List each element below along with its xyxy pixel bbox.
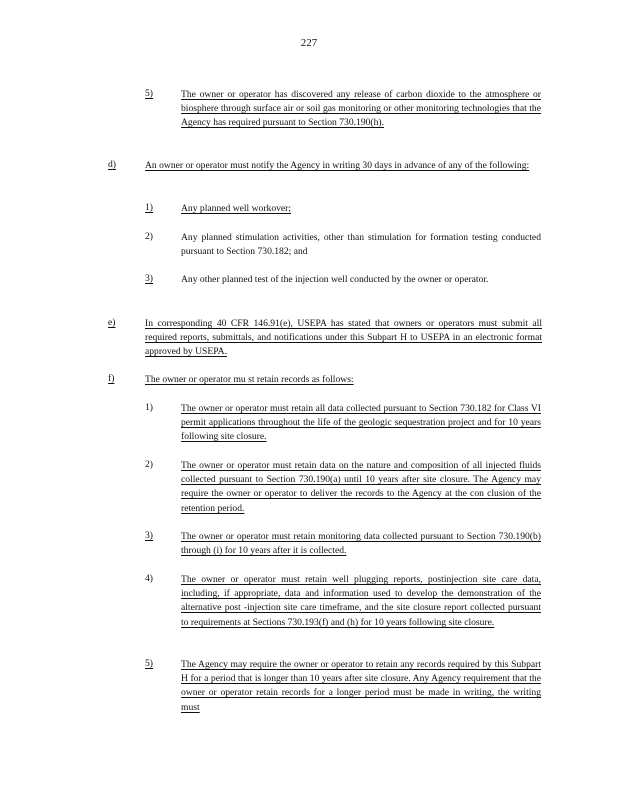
paragraph-text: The owner or operator must retain data on the nature and composition of all injected fluids collected pursuant to Section 730.190(a) until 10 years after site closure. The Agency may require the owner or operator to deliver the records to the Agency at the con clusion of the retention period. bbox=[181, 460, 541, 514]
paragraph-text: Any planned well workover; bbox=[181, 203, 292, 214]
paragraph-text: The owner or operator must retain monitoring data collected pursuant to Section 730.190(b) through (i) for 10 years after it is collected. bbox=[181, 531, 541, 557]
paragraph-text: The Agency may require the owner or operator to retain any records required by this Subpart H for a period that is longer than 10 years after site closure. Any Agency requirement that the owner or operator retain records for a longer period must be made in writing, the writing must bbox=[181, 659, 541, 713]
paragraph-text: The owner or operator must retain well plugging reports, postinjection site care data, including, if appropriate, data and information used to develop the demonstration of the alternative post -injection site care timeframe, and the site closure report collected pursuant to requirements at Sections 730.193(f) and (h) for 10 years following site closure. bbox=[181, 574, 541, 628]
paragraph-marker: 2) bbox=[145, 459, 153, 470]
subsection-marker: d) bbox=[108, 159, 116, 170]
paragraph-text: Any other planned test of the injection well conducted by the owner or operator. bbox=[181, 274, 489, 285]
paragraph-text: Any planned stimulation activities, other than stimulation for formation testing conducted pursuant to Section 730.182; and bbox=[181, 232, 541, 258]
subsection-text: The owner or operator mu st retain records as follows: bbox=[145, 374, 354, 385]
paragraph-marker: 3) bbox=[145, 530, 153, 541]
paragraph-marker: 5) bbox=[145, 88, 153, 99]
paragraph-marker: 3) bbox=[145, 273, 153, 284]
paragraph-marker: 1) bbox=[145, 202, 153, 213]
page-number: 227 bbox=[300, 37, 318, 49]
paragraph-marker: 4) bbox=[145, 573, 153, 584]
paragraph-text: The owner or operator must retain all data collected pursuant to Section 730.182 for Class VI permit applications throughout the life of the geologic sequestration project and for 10 years following site closure. bbox=[181, 403, 541, 443]
paragraph-marker: 2) bbox=[145, 231, 153, 242]
paragraph-marker: 1) bbox=[145, 402, 153, 413]
subsection-marker: e) bbox=[108, 317, 116, 328]
subsection-text: An owner or operator must notify the Agency in writing 30 days in advance of any of the following: bbox=[145, 160, 530, 171]
paragraph-marker: 5) bbox=[145, 658, 153, 669]
paragraph-text: The owner or operator has discovered any release of carbon dioxide to the atmosphere or biosphere through surface air or soil gas monitoring or other monitoring technologies that the Agency has required pursuant to Section 730.190(h). bbox=[181, 89, 541, 129]
subsection-marker: f) bbox=[108, 373, 115, 384]
subsection-text: In corresponding 40 CFR 146.91(e), USEPA has stated that owners or operators must submit all required reports, submittals, and notifications under this Subpart H to USEPA in an electronic format approved by USEPA. bbox=[145, 318, 542, 358]
